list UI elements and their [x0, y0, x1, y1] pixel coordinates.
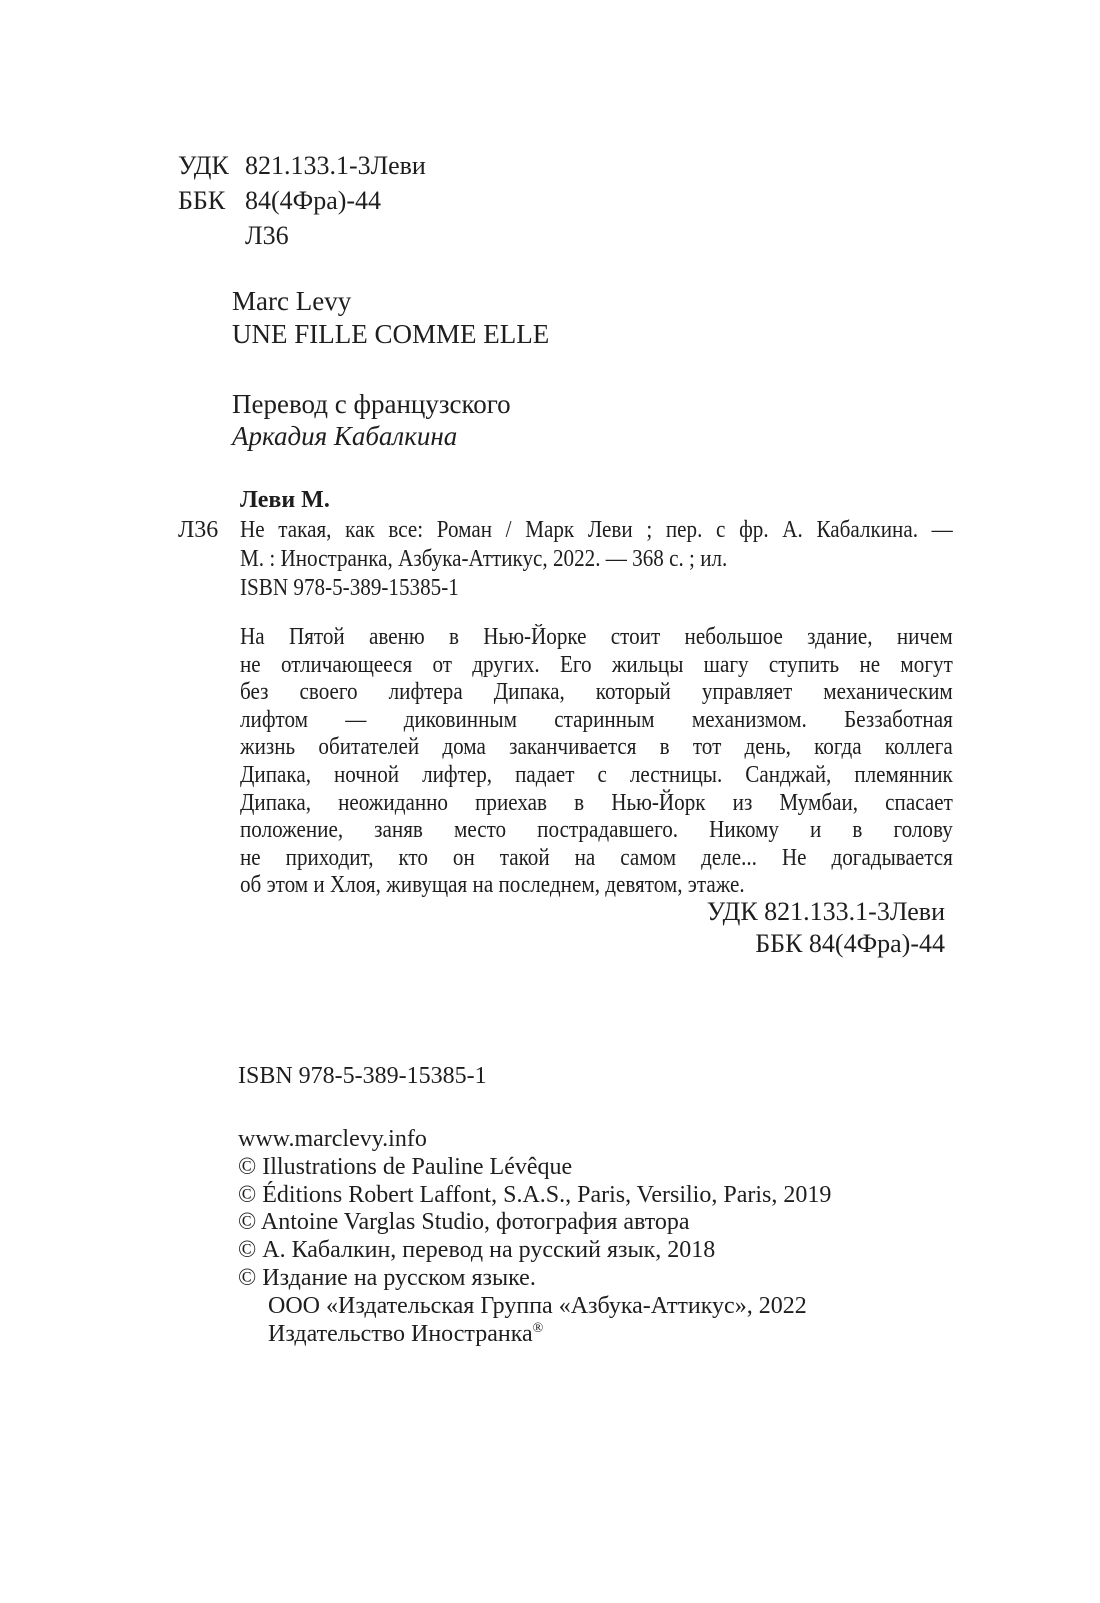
catalog-isbn: ISBN 978-5-389-15385-1 [240, 575, 459, 601]
website-text: www.marclevy.info [238, 1126, 427, 1152]
annotation-line: На Пятой авеню в Нью-Йорке стоит небольшое здание, ничем [240, 624, 953, 650]
catalog-entry-line: М. : Иностранка, Азбука-Аттикус, 2022. — 368 с. ; ил. [240, 546, 728, 572]
copyright-line: © Éditions Robert Laffont, S.A.S., Paris, Versilio, Paris, 2019 [238, 1181, 832, 1208]
translation-heading: Перевод с французского [232, 389, 511, 419]
annotation-line: Дипака, ночной лифтер, падает с лестницы. Санджай, племянник [240, 761, 953, 788]
isbn-standalone: ISBN 978-5-389-15385-1 [238, 1063, 487, 1089]
bbk-value: 84(4Фра)-44 [245, 186, 382, 215]
author-code-line [178, 218, 426, 253]
catalog-entry-line: Не такая, как все: Роман / Марк Леви ; пер. с фр. А. Кабалкина. — [240, 517, 953, 543]
publisher-name-line [238, 1321, 831, 1349]
annotation-line: жизнь обитателей дома заканчивается в тот день, когда коллега [240, 734, 953, 761]
annotation-line: без своего лифтера Дипака, который управляет механическим [240, 679, 953, 706]
translator-name: Аркадия Кабалкина [232, 421, 458, 451]
annotation-line: положение, заняв место пострадавшего. Никому и в голову [240, 817, 953, 844]
bottom-bbk: ББК 84(4Фра)-44 [755, 929, 945, 958]
annotation-line: Дипака, неожиданно приехав в Нью-Йорк из Мумбаи, спасает [240, 789, 953, 816]
annotation-line: не отличающееся от других. Его жильцы шагу ступить не могут [240, 651, 953, 678]
udk-label: УДК [178, 151, 229, 180]
publisher-name: Издательство Иностранка [268, 1320, 533, 1347]
classification-codes-top [178, 148, 426, 253]
author-code: Л36 [245, 221, 289, 250]
bbk-line [178, 183, 426, 218]
catalog-entry [240, 516, 953, 603]
annotation-line: не приходит, кто он такой на самом деле... Не догадывается [240, 844, 953, 871]
bbk-label: ББК [178, 186, 226, 215]
catalog-card [178, 484, 1050, 603]
translation-block [232, 388, 511, 452]
original-author: Marc Levy [232, 286, 352, 316]
publisher-group-line: ООО «Издательская Группа «Азбука-Аттикус», 2022 [268, 1292, 807, 1319]
annotation-line: об этом и Хлоя, живущая на последнем, девятом, этаже. [240, 872, 745, 899]
credits-block [238, 1126, 831, 1348]
copyright-line: © А. Кабалкин, перевод на русский язык, 2018 [238, 1237, 716, 1264]
annotation-line: лифтом — диковинным старинным механизмом. Беззаботная [240, 706, 953, 733]
catalog-author-heading: Леви М. [240, 487, 330, 513]
registered-mark: ® [532, 1320, 544, 1336]
copyright-line: © Illustrations de Pauline Lévêque [238, 1153, 573, 1180]
catalog-entry-lines [240, 516, 953, 574]
annotation [240, 624, 953, 900]
copyright-lines [238, 1154, 831, 1293]
bottom-udk: УДК 821.133.1-3Леви [706, 897, 945, 926]
copyright-line: © Издание на русском языке. [238, 1264, 536, 1291]
original-edition [232, 285, 549, 351]
udk-value: 821.133.1-3Леви [245, 151, 426, 180]
copyright-line: © Antoine Varglas Studio, фотография автора [238, 1209, 690, 1236]
catalog-entry-row [178, 516, 1050, 603]
classification-codes-bottom [707, 896, 945, 960]
catalog-margin-code: Л36 [178, 517, 219, 543]
udk-line [178, 148, 426, 183]
original-title: UNE FILLE COMME ELLE [232, 319, 550, 349]
